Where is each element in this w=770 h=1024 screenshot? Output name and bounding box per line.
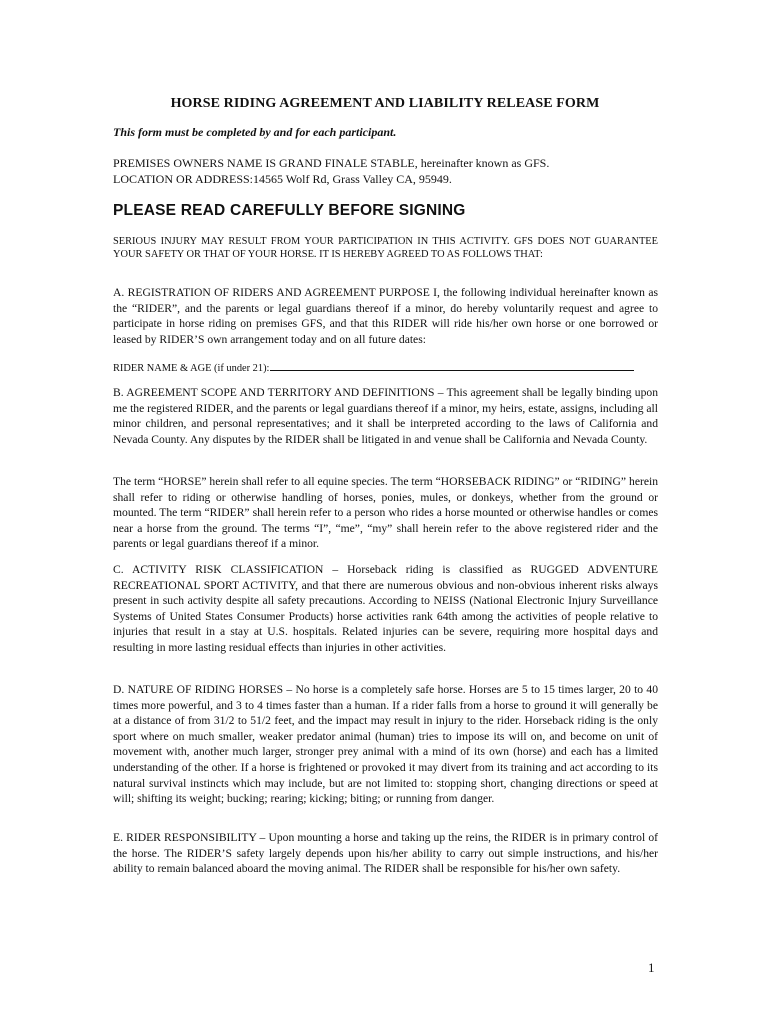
page-number: 1	[648, 960, 655, 975]
rider-name-blank[interactable]	[270, 359, 634, 371]
section-a-paragraph: A. REGISTRATION OF RIDERS AND AGREEMENT PURPOSE I, the following individual hereinafter known as the “RIDER”, and the parents or legal guardians thereof if a minor, do hereby voluntarily request and agree to participate in horse riding on premises GFS, and that this RIDER will ride his/her own horse or one borrowed or leased by RIDER’S own arrangement today and on all future dates:	[113, 286, 658, 346]
section-b-paragraph: B. AGREEMENT SCOPE AND TERRITORY AND DEFINITIONS – This agreement shall be legally binding upon me the registered RIDER, and the parents or legal guardians thereof if a minor, my heirs, estate, assigns, including all minor children, and personal representatives; and it shall be interpreted according to the laws of California and Nevada County. Any disputes by the RIDER shall be litigated in and venue shall be California and Nevada County.	[113, 386, 658, 446]
premises-line: PREMISES OWNERS NAME IS GRAND FINALE STABLE, hereinafter known as GFS.	[113, 156, 550, 170]
section-d-paragraph: D. NATURE OF RIDING HORSES – No horse is a completely safe horse. Horses are 5 to 15 times larger, 20 to 40 times more powerful, and 3 to 4 times faster than a human. If a rider falls from a horse to ground it will generally be at a distance of from 31/2 to 51/2 feet, and the impact may result in injury to the rider. Horseback riding is the only sport where on much smaller, weaker predator animal (human) tries to impose its will on, and become on unit of movement with, another much larger, stronger prey animal with a mind of its own (horse) and each has a limited understanding of the other. If a horse is frightened or provoked it may divert from its training and act according to its natural survival instincts which may include, but are not limited to: stopping short, changing directions or speed at will; shifting its weight; bucking; rearing; kicking; biting; or running from danger.	[113, 683, 658, 806]
rider-name-label: RIDER NAME & AGE (if under 21):	[113, 363, 270, 374]
section-c-paragraph: C. ACTIVITY RISK CLASSIFICATION – Horseback riding is classified as RUGGED ADVENTURE RECREATIONAL SPORT ACTIVITY, and that there are numerous obvious and non-obvious inherent risks always present in such activity despite all safety precautions. According to NEISS (National Electronic Injury Surveillance Systems of United States Consumer Products) horse activities rank 64th among the activities of people relative to injuries that result in a stay at U.S. hospitals. Related injuries can be severe, requiring more hospital days and resulting in more lasting residual effects than injuries in other activities.	[113, 563, 658, 654]
document-title: HORSE RIDING AGREEMENT AND LIABILITY RELEASE FORM	[170, 96, 600, 111]
terms-paragraph: The term “HORSE” herein shall refer to all equine species. The term “HORSEBACK RIDING” or “RIDING” herein shall refer to riding or otherwise handling of horses, ponies, mules, or donkeys, whether from the ground or mounted. The term “RIDER” shall herein refer to a person who rides a horse mounted or otherwise handles or comes near a horse from the ground. The terms “I”, “me”, “my” shall herein refer to the above registered rider and the parents or legal guardians thereof if a minor.	[113, 475, 658, 551]
document-subtitle: This form must be completed by and for each participant.	[113, 125, 397, 139]
warning-paragraph: SERIOUS INJURY MAY RESULT FROM YOUR PARTICIPATION IN THIS ACTIVITY. GFS DOES NOT GUARANTEE YOUR SAFETY OR THAT OF YOUR HORSE. IT IS HEREBY AGREED TO AS FOLLOWS THAT:	[113, 236, 658, 260]
rider-name-field[interactable]	[113, 359, 634, 374]
section-heading: PLEASE READ CAREFULLY BEFORE SIGNING	[113, 202, 466, 219]
section-e-paragraph: E. RIDER RESPONSIBILITY – Upon mounting a horse and taking up the reins, the RIDER is in primary control of the horse. The RIDER’S safety largely depends upon his/her ability to carry out simple instructions, and his/her ability to remain balanced aboard the moving animal. The RIDER shall be responsible for his/her own safety.	[113, 831, 658, 876]
location-line: LOCATION OR ADDRESS:14565 Wolf Rd, Grass Valley CA, 95949.	[113, 172, 452, 186]
